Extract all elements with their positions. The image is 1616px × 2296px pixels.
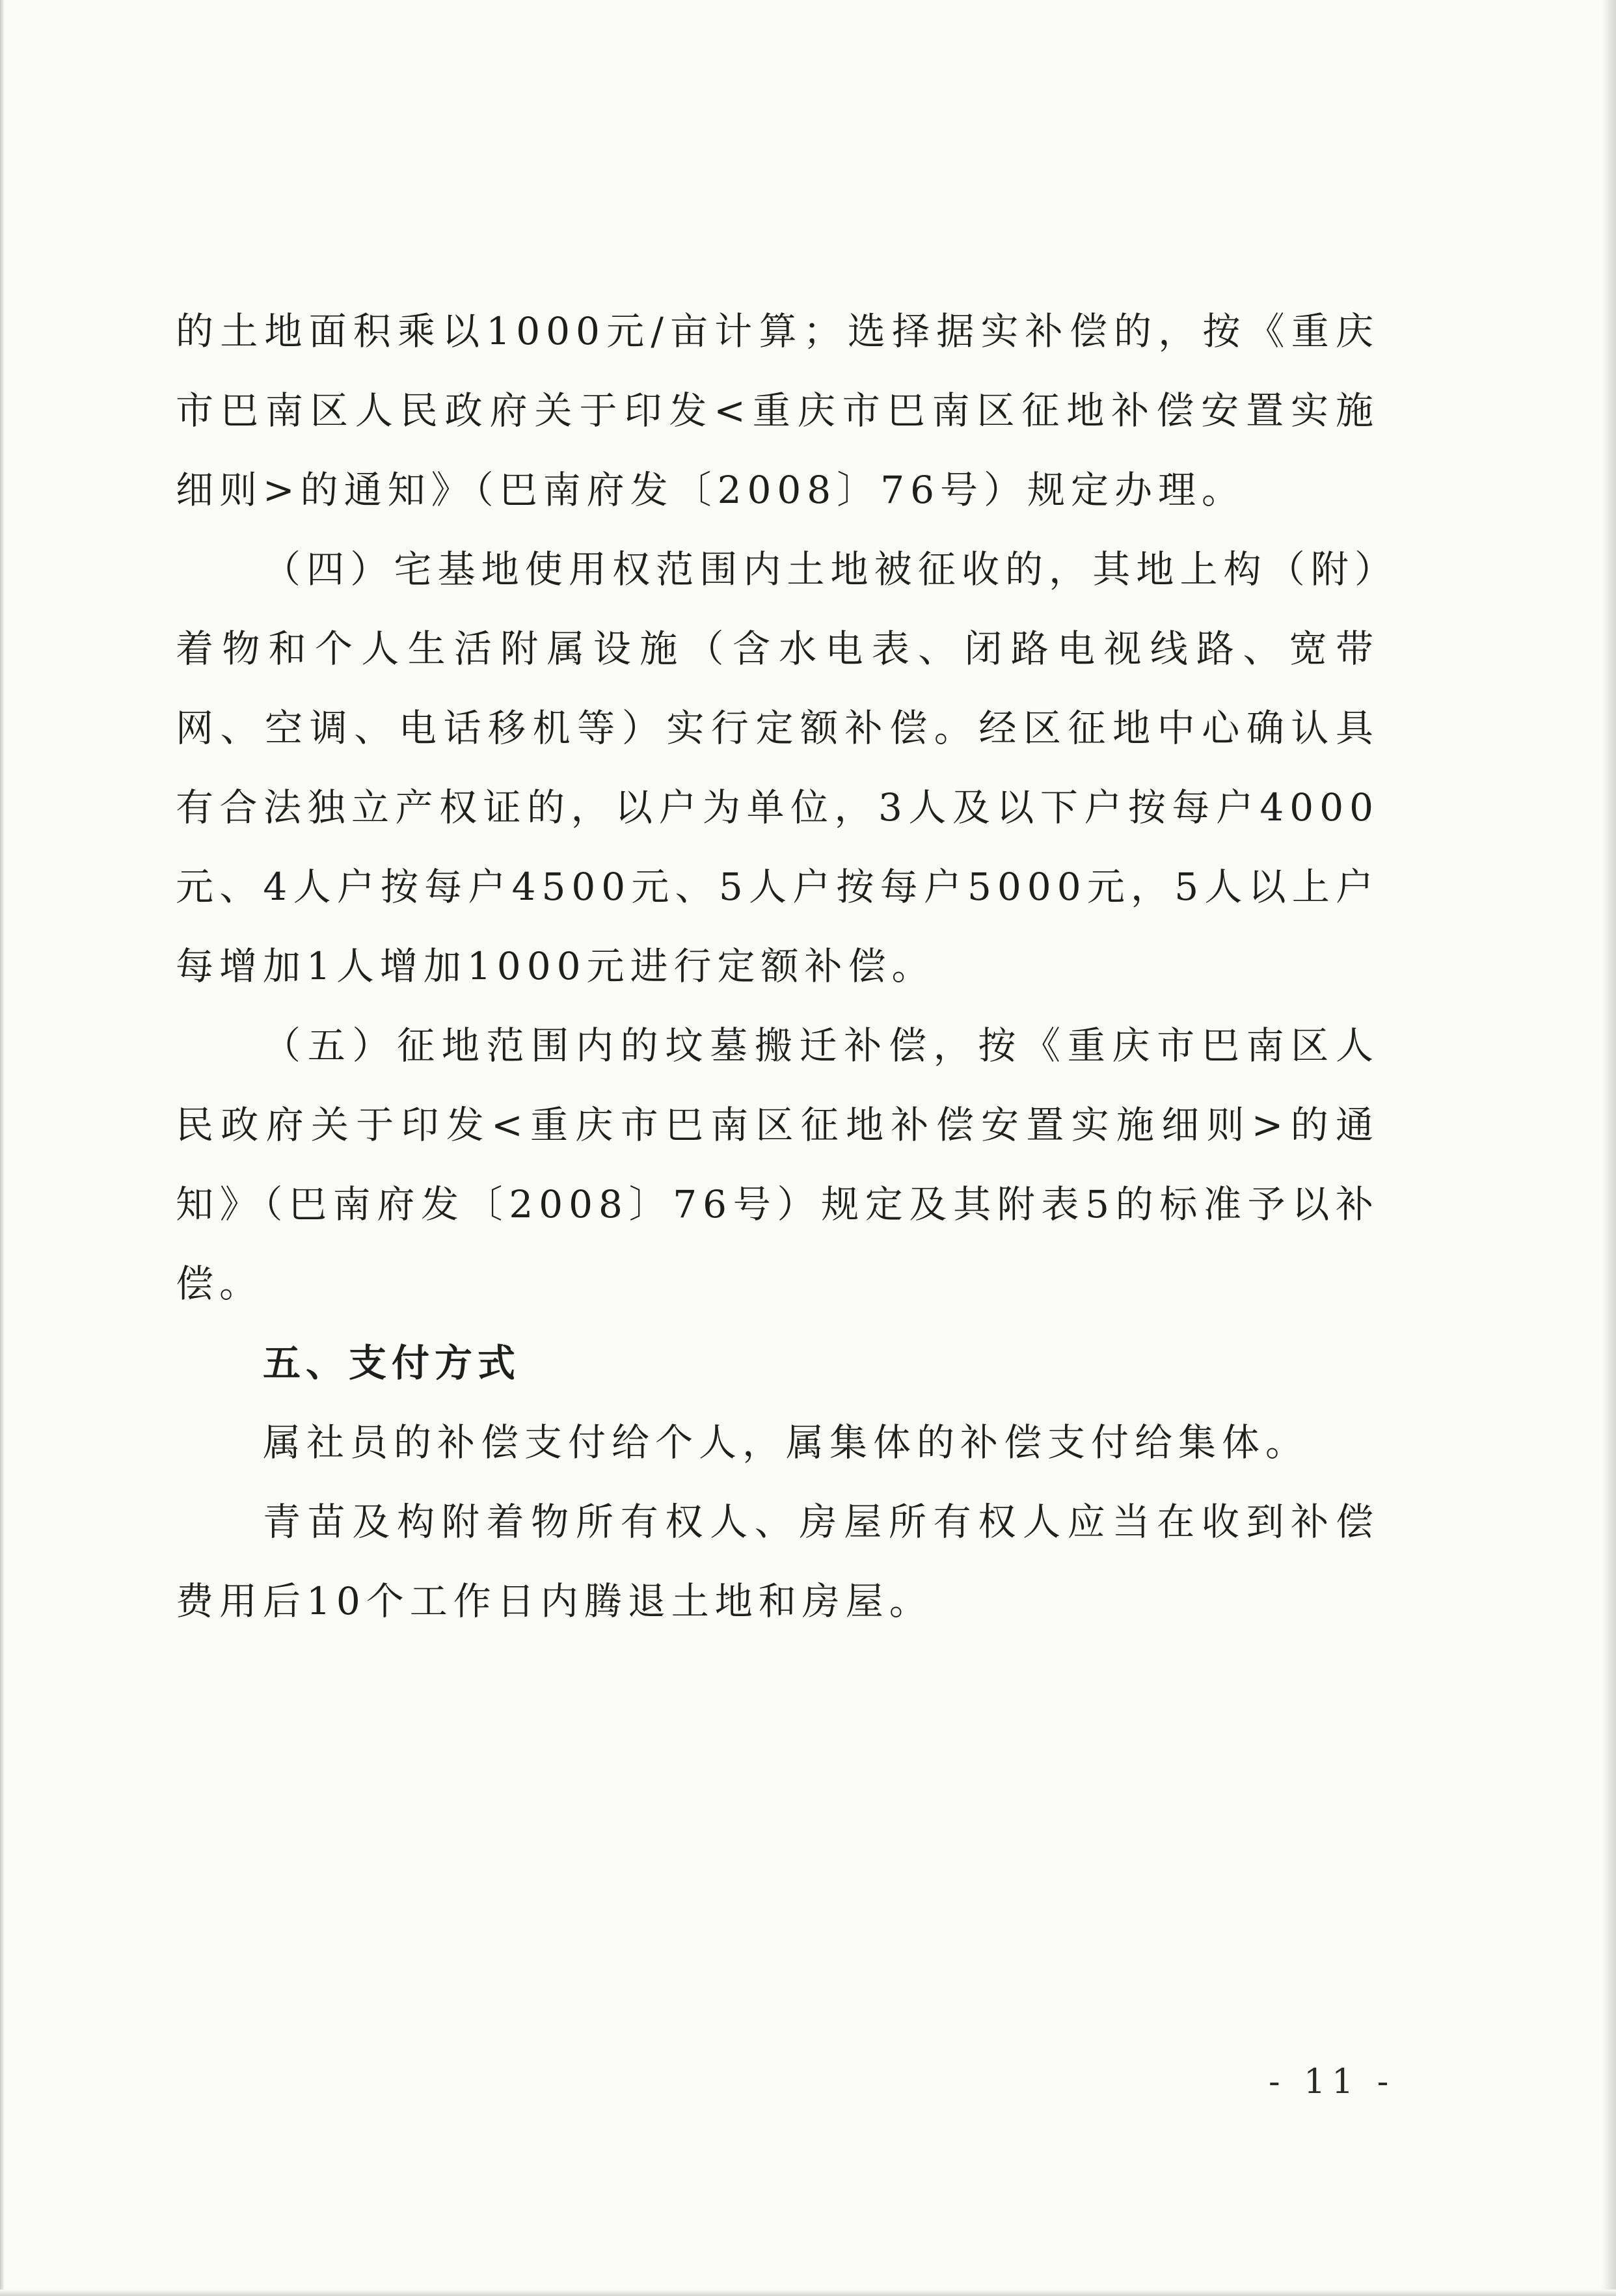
section-heading-payment-method: 五、支付方式 (263, 1341, 521, 1385)
page-number: - 11 - (1269, 2062, 1395, 2101)
paragraph-grave-relocation: （五）征地范围内的坟墓搬迁补偿，按《重庆市巴南区人民政府关于印发<重庆市巴南区征地补偿安置实施细则>的通知》（巴南府发〔2008〕76号）规定及其附表5的标准予以补偿。 (176, 1023, 1379, 1306)
scan-edge-bottom (0, 2289, 1616, 2296)
paragraph-land-compensation-continued: 的土地面积乘以1000元/亩计算；选择据实补偿的，按《重庆市巴南区人民政府关于印发<重庆市巴南区征地补偿安置实施细则>的通知》（巴南府发〔2008〕76号）规定办理。 (176, 309, 1379, 512)
scan-edge-right (1602, 0, 1616, 2296)
paragraph-vacate-deadline: 青苗及构附着物所有权人、房屋所有权人应当在收到补偿费用后10个工作日内腾退土地和房屋。 (176, 1500, 1379, 1623)
paragraph-homestead-compensation: （四）宅基地使用权范围内土地被征收的，其地上构（附）着物和个人生活附属设施（含水电表、闭路电视线路、宽带网、空调、电话移机等）实行定额补偿。经区征地中心确认具有合法独立产权证的，以户为单位，3人及以下户按每户4000元、4人户按每户4500元、5人户按每户5000元，5人以上户每增加1人增加1000元进行定额补偿。 (176, 547, 1379, 988)
paragraph-payment-recipients: 属社员的补偿支付给个人，属集体的补偿支付给集体。 (263, 1420, 1310, 1465)
document-body (176, 291, 1379, 1641)
scan-edge-left (0, 0, 4, 2296)
